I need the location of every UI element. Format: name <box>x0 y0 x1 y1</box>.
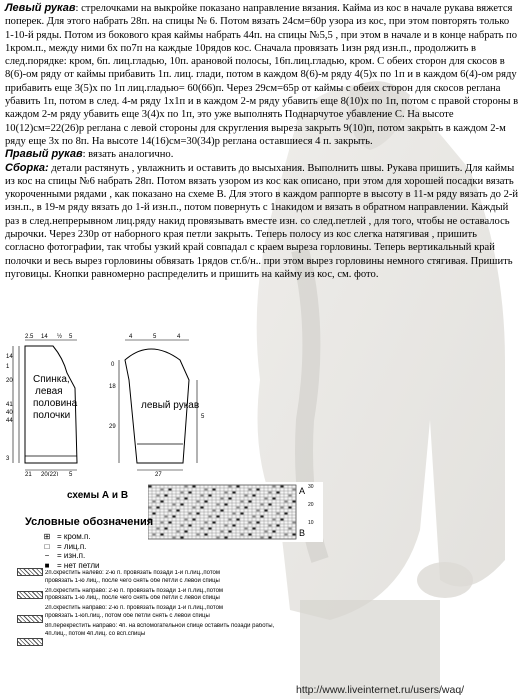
legend-item-text: = нет петли <box>57 560 100 570</box>
assembly-body: детали растянуть , увлажнить и оставить до высыхания. Выполнить швы. Рукава пришить. Для каймы из кос на спицы №6 набрать 28п. Потом вязать узором из кос как описано, при этом для хорошей посадки вязать укороченными рядами , как показано на схеме В. Для этого в каждом раппорте в высоту в 11-м ряду вязать до 2-й изн.п., в 19-м ряду вязать до 1-й изн.п., потом повернуть с 1накидом и вязать в обратном направлении. Каждый раз в след.непрерывном лиц.ряду накид провязывать вместе изн. со след.петлей , для того, чтобы не оставалось дырочки. Через 230р от наборного края петли закрыть. Теперь полосу из кос слегка натягивая , пришить согласно фотографии, так чтобы узкий край совпадал с краем выреза горловины. Теперь вертикальный край полочки и весь вырез горловины обвязать 1рядов ст.б/н.. при этом вырез горловины немного стягивая. Пришить пуговицы. Кнопки равномерно распределить и пришить на кайму из кос, см. фото. <box>5 162 519 280</box>
legend-note-line: 4п.лиц., потом 4п.лиц. со всп.спицы <box>45 630 146 637</box>
legend-symbol-icon: ⊞ <box>43 532 51 541</box>
chart-label-a: A <box>299 486 306 496</box>
instructions-text <box>5 2 519 281</box>
sleeve-num-top-left: 4 <box>129 334 133 340</box>
legend-item <box>41 532 100 542</box>
left-sleeve-paragraph <box>5 2 519 148</box>
chart-stitch-mark <box>149 486 152 488</box>
legend-note-line: провязать 1-юп.лиц., потом обе петли снять с левой спицы <box>45 612 210 619</box>
legend-note-line: 2п.скрестить направо: 2-ю п. провязать позади 1-й п.лиц.,потом <box>45 587 224 594</box>
back-label-line2: левая <box>35 386 63 397</box>
legend-symbol-icon: − <box>44 551 50 560</box>
legend-title: Условные обозначения <box>25 516 154 528</box>
sleeve-num-left-18: 18 <box>109 384 116 390</box>
chart-row-mark-20: 20 <box>308 502 314 508</box>
sleeve-num-top-right: 4 <box>177 334 181 340</box>
sleeve-num-left-0: 0 <box>111 362 115 368</box>
chart-stitch-mark <box>281 486 284 488</box>
legend-note-line: 8п.перекрестить направо: 4п. на вспомогательной спице оставить позади работы, <box>45 622 275 629</box>
chart-stitch-mark <box>193 486 196 488</box>
cable-symbol-icon <box>17 638 43 646</box>
pattern-diagrams <box>5 318 220 476</box>
legend-symbol-icon: □ <box>44 541 50 551</box>
chart-label-b: B <box>299 528 306 538</box>
assembly-heading: Сборка: <box>5 161 49 174</box>
chart-row-mark-10: 10 <box>308 520 314 526</box>
schemes-title: схемы А и В <box>67 490 129 501</box>
chart-stitch-mark <box>273 486 276 488</box>
back-num-top-far: 5 <box>69 334 73 340</box>
chart-stitch-mark <box>185 486 188 488</box>
back-label-line3: половина <box>33 398 78 409</box>
left-sleeve-body: : стрелочками на выкройке показано направление вязания. Кайма из кос в начале рукава вяжется поперек. Для этого набрать 28п. на спицы № 6. Потом вязать 24см=60р узора из кос, при этом повторять только 1-10-й ряды. Потом из бокового края каймы набрать 44п. на спицы №5,5 , при этом в начале и в конце набрать по 1кром.п., между ними 6х по7п на каждые 10рядов кос. Сначала провязать 1изн ряд изн.п., продолжить в след.порядке: кром, 6п. лиц.гладью, 10п. арановой полосы, 16п.лиц.гладью, кром. С обеих сторон для скосов в 8(6)-ом ряду от каймы прибавить 1п. лиц. глади, потом в каждом 8(6)-м ряду 4(5)х по 1п и в каждом 6(4)-ом ряду прибавить еще 3(5)х по 1п лиц.гладью= 60(66)п. Через 29см=65р от каймы с обеих сторон для скосов реглана убавить 1п, потом в след. 4-м ряду 1х1п и в каждом 2-м ряду убавить еще 8(10)х по 1п, потом с правой стороны в каждом 2-м ряду убавить еще 3(4)х по 1п, это уже выполнять Поднарчутое убавление С. На высоте 10(12)см=22(26)р реглана с левой стороны для скругления выреза закрыть 9(10)п, потом закрыть в каждом 2-м ряду еще 3х по 8п. На высоте 14(16)см=30(34)р реглана оставшиеся 4 п. закрыть. <box>5 3 519 147</box>
back-num-bottom-right: 5 <box>69 472 73 476</box>
sleeve-num-bottom: 27 <box>155 472 162 476</box>
right-sleeve-heading: Правый рукав <box>5 148 83 161</box>
sleeve-num-top-mid: 5 <box>153 334 157 340</box>
back-label-line4: полочки <box>33 410 71 421</box>
back-label-line1: Спинка, <box>33 374 70 385</box>
back-num-top-right: ½ <box>57 334 63 340</box>
back-num-side-14: 14 <box>6 354 13 360</box>
legend-note-line: провязать 1-ю лиц., после чего снять обе петли с левой спицы <box>45 577 220 584</box>
right-sleeve-body: : вязать аналогично. <box>82 149 174 161</box>
chart-stitch-mark <box>237 486 240 488</box>
cable-symbol-icon <box>17 615 43 623</box>
legend-note-line: провязать 1-ю лиц., после чего снять обе петли с левой спицы <box>45 595 220 602</box>
back-num-top-mid: 14 <box>41 334 48 340</box>
cable-symbol-icon <box>17 591 43 599</box>
legend-panel <box>5 490 305 637</box>
legend-item <box>41 551 100 561</box>
back-num-side-1: 1 <box>6 364 10 370</box>
legend-item-text: = кром.п. <box>57 532 91 541</box>
back-num-side-41: 41 <box>6 402 13 408</box>
right-sleeve-paragraph <box>5 148 519 161</box>
legend-item-text: = изн.п. <box>57 551 86 560</box>
back-num-side-40: 40 <box>6 410 13 416</box>
legend-item-text: = лиц.п. <box>57 541 87 551</box>
cable-symbol-icon <box>17 568 43 576</box>
back-num-bottom-mid: 20(22) <box>41 472 59 476</box>
back-num-side-3: 3 <box>6 456 10 462</box>
sleeve-num-right: 5 <box>201 414 205 420</box>
back-num-side-44: 44 <box>6 418 13 424</box>
legend-item <box>41 542 100 552</box>
legend-note-line: 2п.скрестить налево: 2-ю п. провязать позади 1-й п.лиц.,потом <box>45 570 220 576</box>
legend-note-line: 2п.скрестить направо: 2-ю п. провязать позади 1-й п.лиц.,потом <box>45 605 224 612</box>
chart-stitch-mark <box>229 486 232 488</box>
legend-symbol-icon: ■ <box>44 560 50 570</box>
sleeve-label: левый рукав <box>141 400 200 411</box>
sleeve-num-left-29: 29 <box>109 424 116 430</box>
assembly-paragraph <box>5 162 519 282</box>
left-sleeve-heading: Левый рукав <box>5 2 76 14</box>
back-num-top-left: 2.5 <box>25 334 34 340</box>
chart-row-mark-30: 30 <box>308 484 314 490</box>
back-num-side-20: 20 <box>6 378 13 384</box>
back-num-bottom-left: 21 <box>25 472 32 476</box>
source-url: http://www.liveinternet.ru/users/waq/ <box>296 684 465 696</box>
